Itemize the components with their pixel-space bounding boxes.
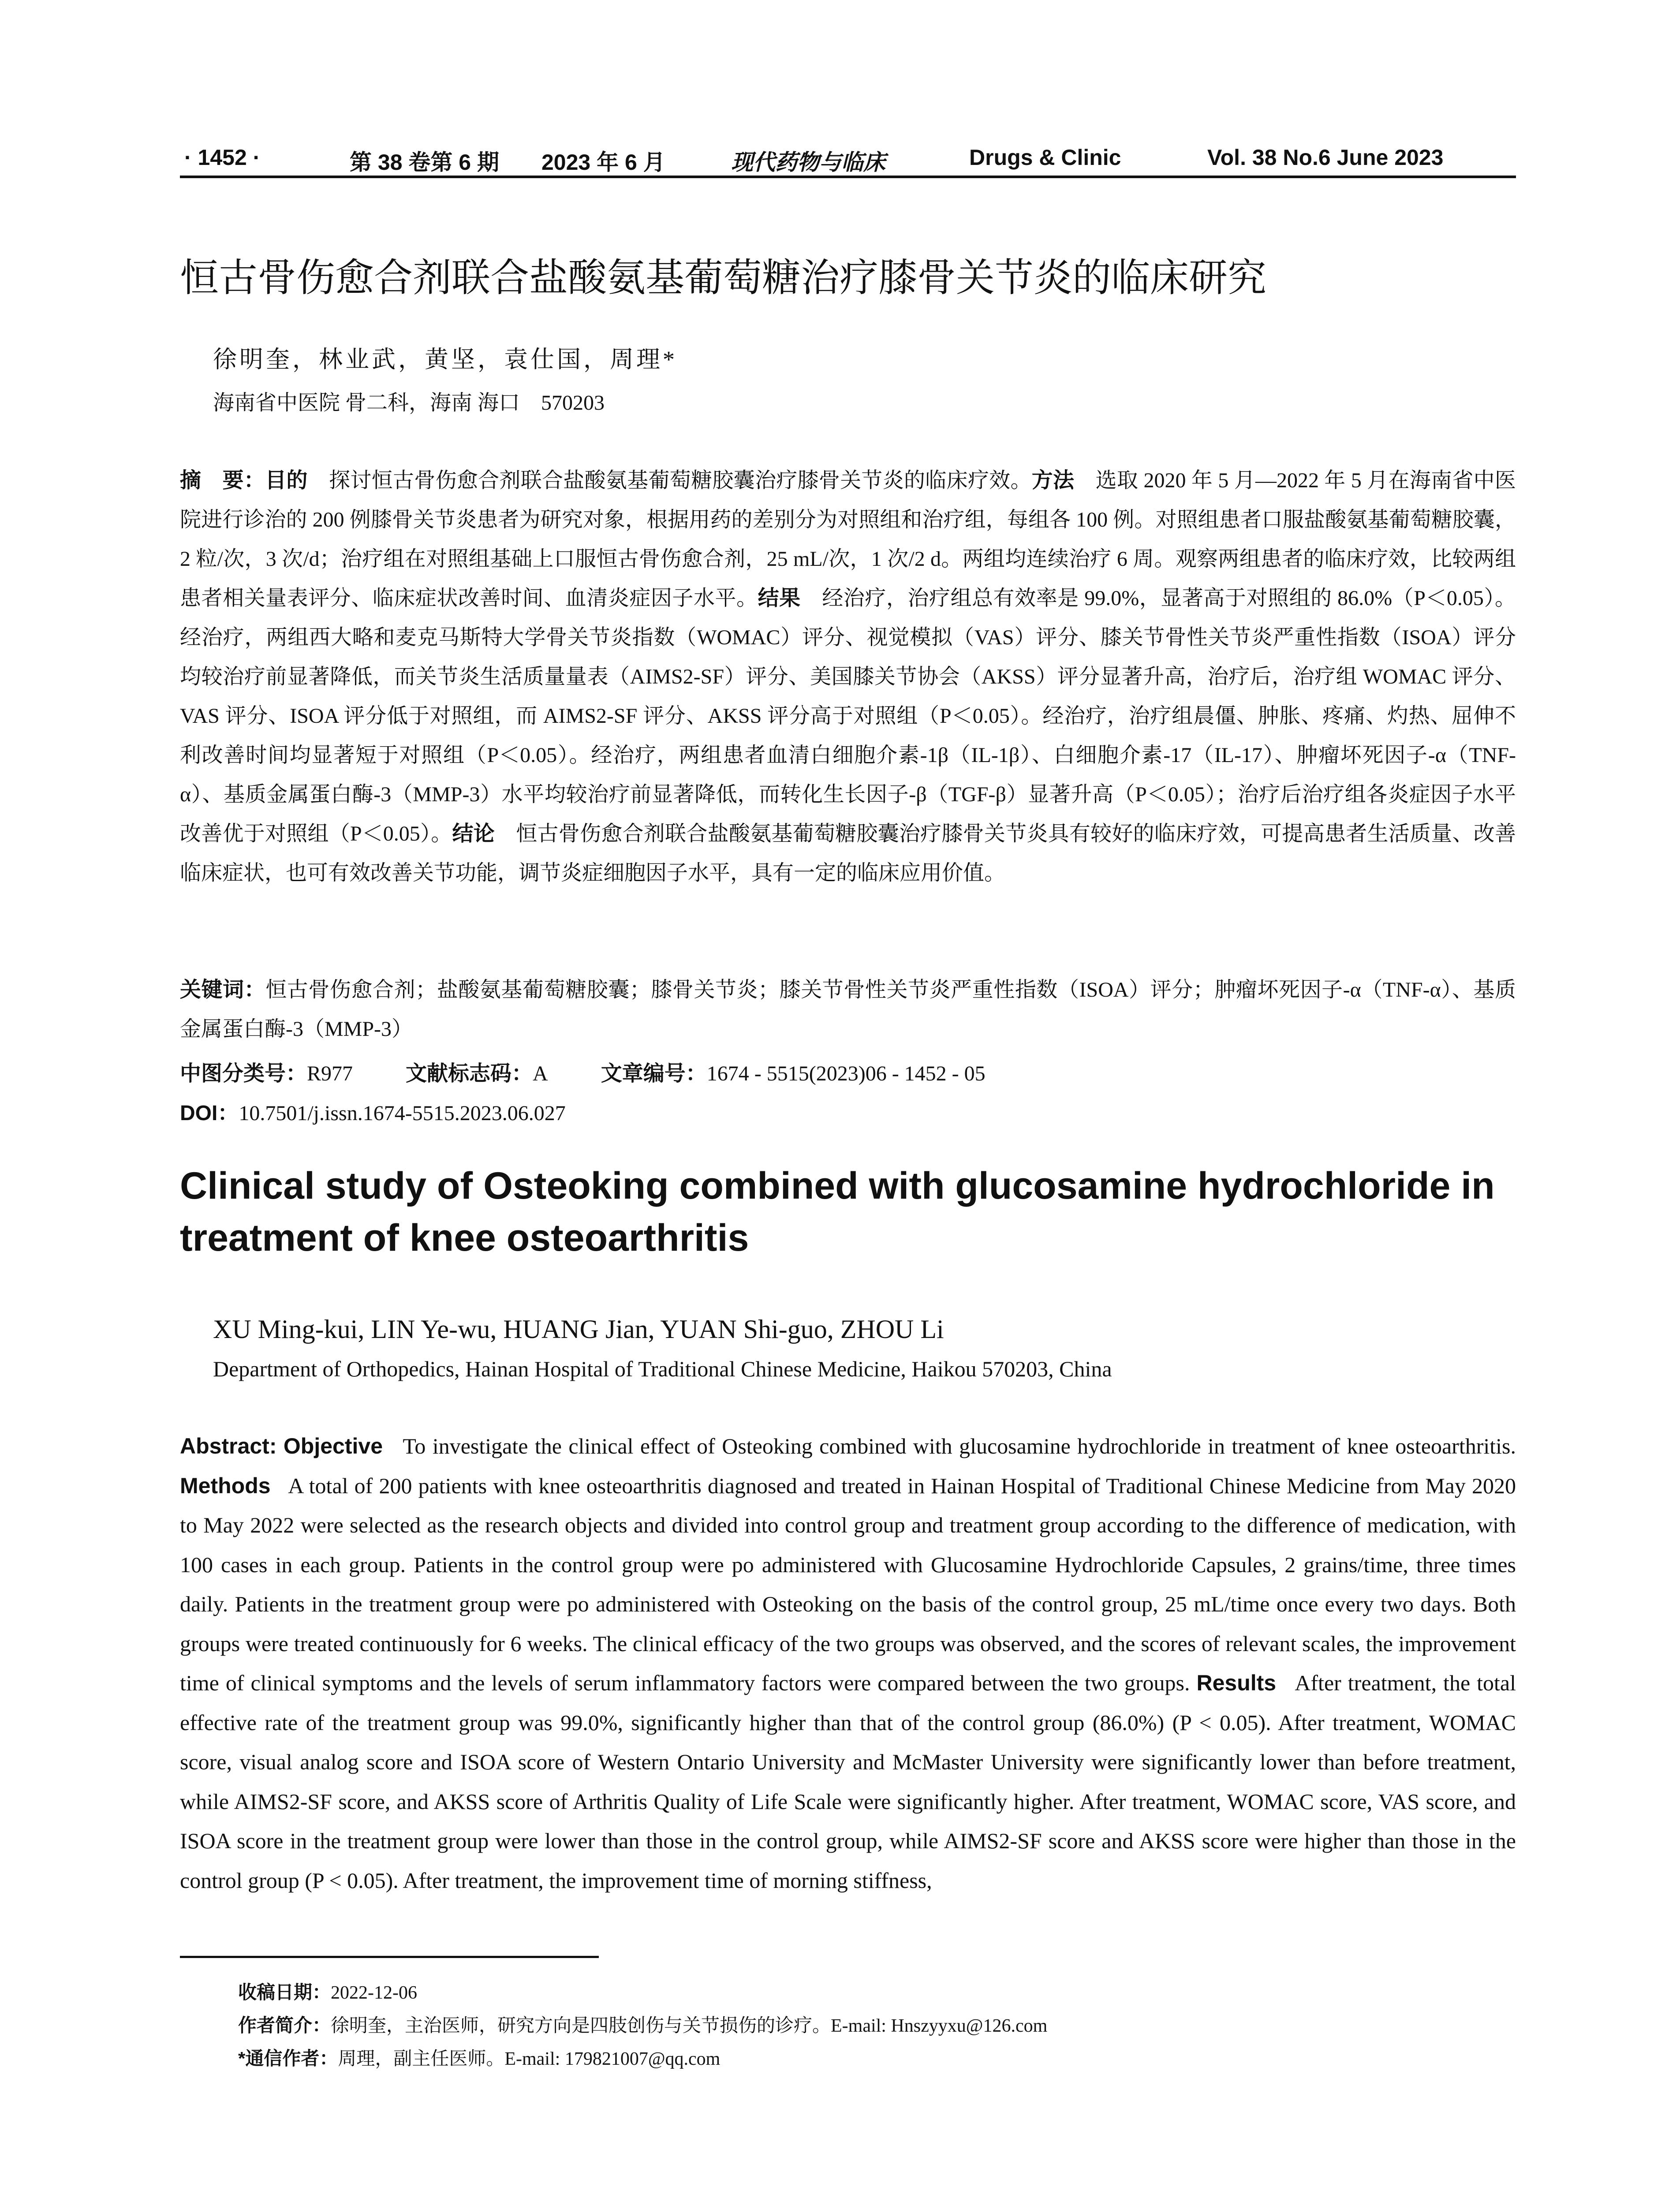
doc-code-label: 文献标志码： <box>406 1062 533 1085</box>
chinese-authors: 徐明奎，林业武，黄坚，袁仕国，周理* <box>213 346 677 373</box>
results-text-cn: 经治疗，治疗组总有效率是 99.0%，显著高于对照组的 86.0%（P＜0.05）。经治疗，两组西大略和麦克马斯特大学骨关节炎指数（WOMAC）评分、视觉模拟（VAS）评分、膝关节骨性关节炎严重性指数（ISOA）评分均较治疗前显著降低，而关节炎生活质量量表（AIMS2-SF）评分、美国膝关节协会（AKSS）评分显著升高，治疗后，治疗组 WOMAC 评分、VAS 评分、ISOA 评分低于对照组，而 AIMS2-SF 评分、AKSS 评分高于对照组（P＜0.05）。经治疗，治疗组晨僵、肿胀、疼痛、灼热、屈伸不利改善时间均显著短于对照组（P＜0.05）。经治疗，两组患者血清白细胞介素-1β（IL-1β）、白细胞介素-17（IL-17）、肿瘤坏死因子-α（TNF-α）、基质金属蛋白酶-3（MMP-3）水平均较治疗前显著降低，而转化生长因子-β（TGF-β）显著升高（P＜0.05）；治疗后治疗组各炎症因子水平改善优于对照组（P＜0.05）。 <box>180 587 1516 845</box>
clc-label: 中图分类号： <box>180 1062 307 1085</box>
english-abstract <box>180 1427 1516 1900</box>
english-authors: XU Ming-kui, LIN Ye-wu, HUANG Jian, YUAN Shi-guo, ZHOU Li <box>213 1315 944 1344</box>
conclusion-text-cn: 恒古骨伤愈合剂联合盐酸氨基葡萄糖胶囊治疗膝骨关节炎具有较好的临床疗效，可提高患者生活质量、改善临床症状，也可有效改善关节功能，调节炎症细胞因子水平，具有一定的临床应用价值。 <box>180 822 1516 885</box>
methods-label-cn: 方法 <box>1031 469 1075 492</box>
clc-value: R977 <box>307 1062 353 1085</box>
footnote-corresponding <box>238 2044 720 2070</box>
header-journal-cn: 现代药物与临床 <box>731 149 885 175</box>
doc-code-value: A <box>533 1062 548 1085</box>
header-journal-en: Drugs & Clinic <box>969 145 1121 170</box>
chinese-affiliation: 海南省中医院 骨二科，海南 海口 570203 <box>213 391 605 415</box>
doi-value: 10.7501/j.issn.1674-5515.2023.06.027 <box>239 1102 566 1125</box>
abstract-label-en: Abstract: <box>180 1434 277 1458</box>
objective-text-cn: 探讨恒古骨伤愈合剂联合盐酸氨基葡萄糖胶囊治疗膝骨关节炎的临床疗效。 <box>329 469 1032 492</box>
keywords-label-cn: 关键词： <box>180 978 266 1002</box>
received-label: 收稿日期： <box>238 1982 331 2003</box>
doi-line <box>180 1096 566 1126</box>
results-text-en: After treatment, the total effective rate of the treatment group was 99.0%, significantly higher than that of the control group (86.0%) (P < 0.05). After treatment, WOMAC score, visual analog score and ISOA score of Western Ontario University and McMaster University were significantly lower than before treatment, while AIMS2-SF score, and AKSS score of Arthritis Quality of Life Scale were significantly higher. After treatment, WOMAC score, VAS score, and ISOA score in the treatment group were lower than those in the control group, while AIMS2-SF score and AKSS score were higher than those in the control group (P < 0.05). After treatment, the improvement time of morning stiffness, <box>180 1671 1516 1893</box>
article-no-label: 文章编号： <box>601 1062 707 1085</box>
author-label: 作者简介： <box>238 2015 331 2036</box>
chinese-abstract <box>180 461 1516 893</box>
results-label-cn: 结果 <box>758 587 801 610</box>
page-number: · 1452 · <box>184 145 261 170</box>
received-value: 2022-12-06 <box>331 1983 417 2003</box>
footnote-received <box>238 1978 417 2004</box>
footnote-author <box>238 2011 1047 2037</box>
header-rule <box>180 176 1516 178</box>
abstract-label-cn: 摘 要： <box>180 469 265 492</box>
english-title: Clinical study of Osteoking combined with glucosamine hydrochloride in treatment of knee osteoarthritis <box>180 1165 1495 1259</box>
header-volume-en: Vol. 38 No.6 June 2023 <box>1207 145 1444 170</box>
classification-line <box>180 1056 986 1087</box>
corresponding-value: 周理，副主任医师。E-mail: 179821007@qq.com <box>338 2049 721 2069</box>
chinese-keywords <box>180 970 1516 1049</box>
corresponding-label: *通信作者： <box>238 2048 338 2069</box>
methods-text-en: A total of 200 patients with knee osteoarthritis diagnosed and treated in Hainan Hospital of Traditional Chinese Medicine from May 2020 to May 2022 were selected as the research objects and divided into control group and treatment group according to the difference of medication, with 100 cases in each group. Patients in the control group were po administered with Glucosamine Hydrochloride Capsules, 2 grains/time, three times daily. Patients in the treatment group were po administered with Osteoking on the basis of the control group, 25 mL/time once every two days. Both groups were treated continuously for 6 weeks. The clinical efficacy of the two groups was observed, and the scores of relevant scales, the improvement time of clinical symptoms and the levels of serum inflammatory factors were compared between the two groups. <box>180 1473 1516 1695</box>
keywords-text-cn: 恒古骨伤愈合剂；盐酸氨基葡萄糖胶囊；膝骨关节炎；膝关节骨性关节炎严重性指数（ISOA）评分；肿瘤坏死因子-α（TNF-α）、基质金属蛋白酶-3（MMP-3） <box>180 978 1516 1041</box>
methods-text-cn: 选取 2020 年 5 月—2022 年 5 月在海南省中医院进行诊治的 200 例膝骨关节炎患者为研究对象，根据用药的差别分为对照组和治疗组，每组各 100 例。对照组患者口服盐酸氨基葡萄糖胶囊，2 粒/次，3 次/d；治疗组在对照组基础上口服恒古骨伤愈合剂，25 mL/次，1 次/2 d。两组均连续治疗 6 周。观察两组患者的临床疗效，比较两组患者相关量表评分、临床症状改善时间、血清炎症因子水平。 <box>180 469 1516 610</box>
header-volume-cn: 第 38 卷第 6 期 <box>350 150 499 175</box>
methods-label-en: Methods <box>180 1473 271 1498</box>
author-value: 徐明奎，主治医师，研究方向是四肢创伤与关节损伤的诊疗。E-mail: Hnszyyxu@126.com <box>331 2016 1048 2036</box>
doi-label: DOI： <box>180 1102 239 1125</box>
header-date-cn: 2023 年 6 月 <box>541 150 665 175</box>
objective-label-cn: 目的 <box>265 469 308 492</box>
article-no-value: 1674 - 5515(2023)06 - 1452 - 05 <box>706 1062 986 1085</box>
english-affiliation: Department of Orthopedics, Hainan Hospital of Traditional Chinese Medicine, Haikou 570203, China <box>213 1357 1112 1381</box>
objective-label-en: Objective <box>283 1434 383 1458</box>
conclusion-label-cn: 结论 <box>452 822 495 845</box>
running-header <box>180 140 1516 176</box>
results-label-en: Results <box>1196 1671 1277 1695</box>
objective-text-en: To investigate the clinical effect of Osteoking combined with glucosamine hydrochloride in treatment of knee osteoarthritis. <box>403 1434 1516 1458</box>
footnote-rule <box>180 1956 599 1958</box>
chinese-title: 恒古骨伤愈合剂联合盐酸氨基葡萄糖治疗膝骨关节炎的临床研究 <box>180 255 1267 300</box>
